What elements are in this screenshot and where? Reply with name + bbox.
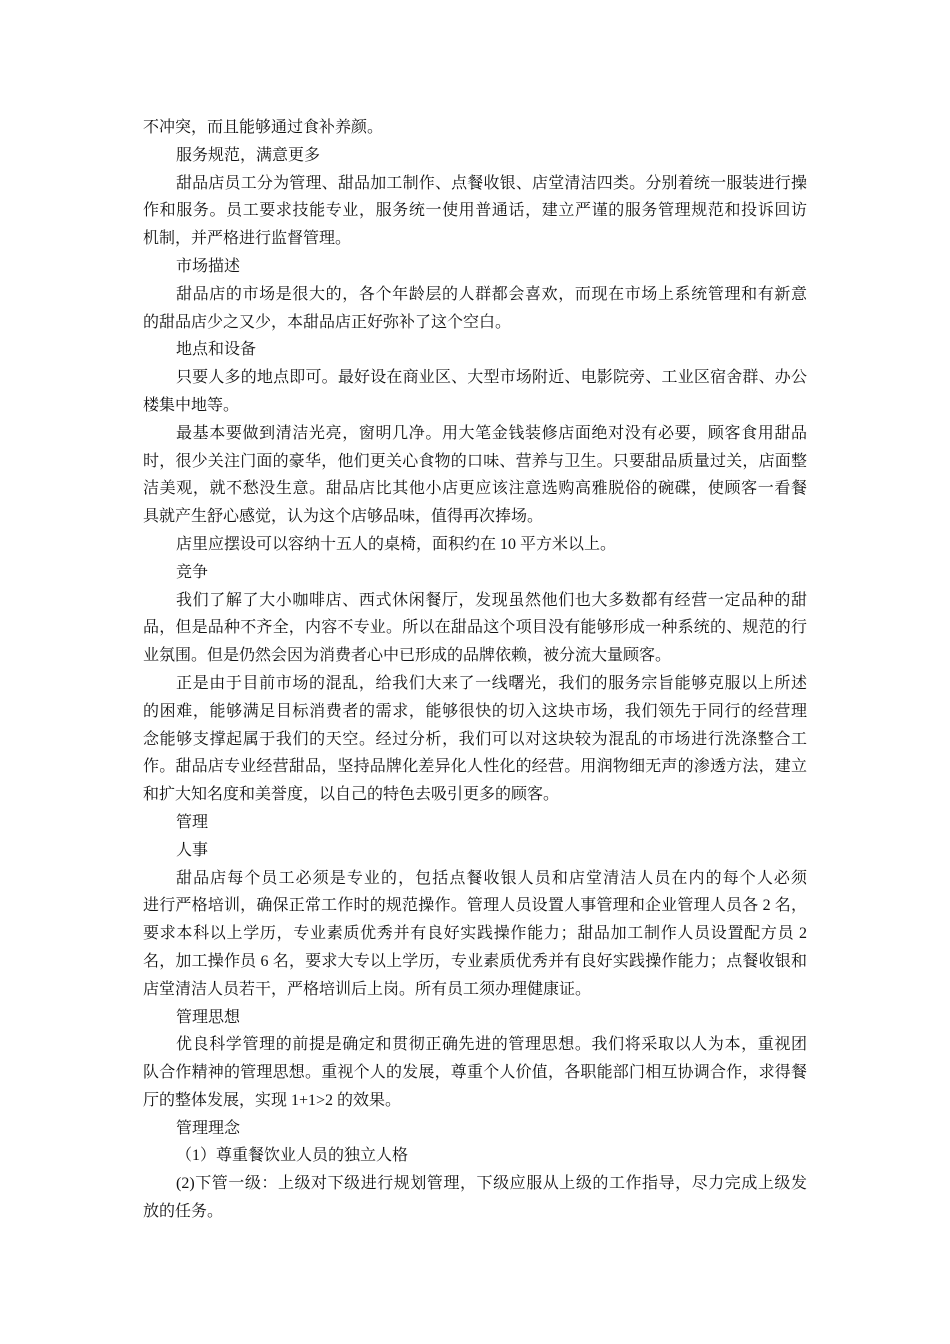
paragraph [143, 1031, 807, 1114]
paragraph [143, 1004, 807, 1032]
text-line: 进行严格培训，确保正常工作时的规范操作。管理人员设置人事管理和企业管理人员各 2 名， [143, 897, 807, 915]
text-line: 我们了解了大小咖啡店、西式休闲餐厅，发现虽然他们也大多数都有经营一定品种的甜 [176, 591, 807, 609]
text-line: 要求本科以上学历，专业素质优秀并有良好实践操作能力；甜品加工制作人员设置配方员 2 [143, 925, 807, 943]
text-line: 的困难，能够满足目标消费者的需求，能够很快的切入这块市场，我们领先于同行的经营理 [143, 702, 807, 720]
paragraph [143, 281, 807, 337]
text-line: 店里应摆设可以容纳十五人的桌椅，面积约在 10 平方米以上。 [176, 535, 617, 553]
text-line: 人事 [176, 841, 209, 859]
paragraph [143, 670, 807, 809]
text-line: 作。甜品店专业经营甜品，坚持品牌化差异化人性化的经营。用润物细无声的渗透方法，建立 [143, 758, 807, 776]
document-body [143, 114, 807, 1226]
paragraph [143, 1170, 807, 1226]
text-line: 甜品店每个员工必须是专业的，包括点餐收银人员和店堂清洁人员在内的每个人必须 [176, 869, 807, 887]
text-line: 洁美观，就不愁没生意。甜品店比其他小店更应该注意选购高雅脱俗的碗碟，使顾客一看餐 [143, 480, 807, 498]
text-line: 优良科学管理的前提是确定和贯彻正确先进的管理思想。我们将采取以人为本，重视团 [176, 1036, 807, 1054]
paragraph [143, 170, 807, 253]
text-line: 机制，并严格进行监督管理。 [143, 230, 352, 248]
text-line: 队合作精神的管理思想。重视个人的发展，尊重个人价值，各职能部门相互协调合作，求得餐 [143, 1064, 807, 1082]
text-line: （1）尊重餐饮业人员的独立人格 [176, 1147, 409, 1165]
paragraph [143, 559, 807, 587]
text-line: 放的任务。 [143, 1203, 224, 1221]
paragraph [143, 865, 807, 1004]
paragraph [143, 837, 807, 865]
text-line: 楼集中地等。 [143, 396, 240, 414]
text-line: 和扩大知名度和美誉度，以自己的特色去吸引更多的顾客。 [143, 786, 560, 804]
paragraph [143, 114, 807, 142]
text-line: 店堂清洁人员若干，严格培训后上岗。所有员工须办理健康证。 [143, 980, 592, 998]
paragraph [143, 364, 807, 420]
text-line: 厅的整体发展，实现 1+1>2 的效果。 [143, 1091, 402, 1109]
text-line: 品，但是品种不齐全，内容不专业。所以在甜品这个项目没有能够形成一种系统的、规范的行 [143, 619, 807, 637]
text-line: 地点和设备 [176, 341, 257, 359]
paragraph [143, 420, 807, 531]
text-line: 管理思想 [176, 1008, 241, 1026]
paragraph [143, 1142, 807, 1170]
text-line: 最基本要做到清洁光亮，窗明几净。用大笔金钱装修店面绝对没有必要，顾客食用甜品 [176, 424, 807, 442]
text-line: 作和服务。员工要求技能专业，服务统一使用普通话，建立严谨的服务管理规范和投诉回访 [143, 202, 807, 220]
text-line: 不冲突，而且能够通过食补养颜。 [143, 119, 384, 136]
paragraph [143, 142, 807, 170]
text-line: 服务规范，满意更多 [176, 146, 321, 164]
paragraph [143, 809, 807, 837]
text-line: 管理 [176, 813, 209, 831]
text-line: 市场描述 [176, 257, 241, 275]
text-line: 名，加工操作员 6 名，要求大专以上学历，专业素质优秀并有良好实践操作能力；点餐收银和 [143, 952, 807, 970]
text-line: 正是由于目前市场的混乱，给我们大来了一线曙光，我们的服务宗旨能够克服以上所述 [176, 674, 807, 692]
text-line: (2)下管一级：上级对下级进行规划管理，下级应服从上级的工作指导，尽力完成上级发 [176, 1175, 807, 1193]
text-line: 具就产生舒心感觉，认为这个店够品味，值得再次捧场。 [143, 508, 544, 526]
paragraph [143, 1115, 807, 1143]
text-line: 管理理念 [176, 1119, 241, 1137]
text-line: 甜品店的市场是很大的，各个年龄层的人群都会喜欢，而现在市场上系统管理和有新意 [176, 285, 807, 303]
paragraph [143, 253, 807, 281]
paragraph [143, 531, 807, 559]
text-line: 只要人多的地点即可。最好设在商业区、大型市场附近、电影院旁、工业区宿舍群、办公 [176, 369, 807, 387]
paragraph [143, 336, 807, 364]
paragraph [143, 587, 807, 670]
text-line: 竞争 [176, 563, 209, 581]
text-line: 甜品店员工分为管理、甜品加工制作、点餐收银、店堂清洁四类。分别着统一服装进行操 [176, 174, 807, 192]
text-line: 念能够支撑起属于我们的天空。经过分析，我们可以对这块较为混乱的市场进行洗涤整合工 [143, 730, 807, 748]
text-line: 的甜品店少之又少，本甜品店正好弥补了这个空白。 [143, 313, 512, 331]
text-line: 时，很少关注门面的豪华，他们更关心食物的口味、营养与卫生。只要甜品质量过关，店面整 [143, 452, 807, 470]
text-line: 业氛围。但是仍然会因为消费者心中已形成的品牌依赖，被分流大量顾客。 [143, 647, 672, 665]
